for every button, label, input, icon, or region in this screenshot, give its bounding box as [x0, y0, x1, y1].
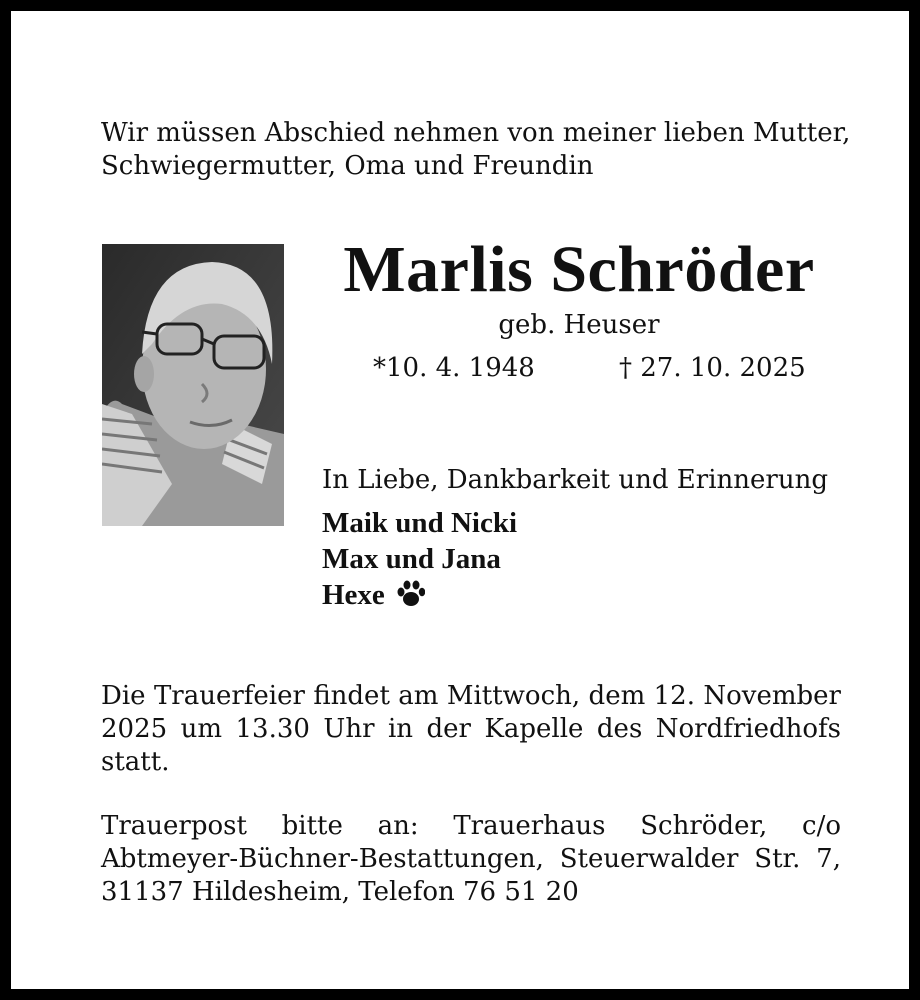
- intro-text: [101, 117, 851, 183]
- mourner-name: Max und Jana: [322, 543, 501, 575]
- mourners-intro: In Liebe, Dankbarkeit und Erinnerung: [322, 465, 828, 495]
- portrait-image: [102, 244, 284, 526]
- mourner-name: Hexe: [322, 579, 385, 611]
- funeral-notice: Die Trauerfeier findet am Mittwoch, dem 12. November 2025 um 13.30 Uhr in der Kapelle des Nordfriedhofs statt.: [101, 681, 841, 777]
- maiden-name: geb. Heuser: [498, 310, 660, 340]
- birth-date: *10. 4. 1948: [373, 353, 535, 383]
- paw-icon: [395, 580, 425, 617]
- deceased-name: Marlis Schröder: [343, 233, 815, 306]
- mourner-name: Maik und Nicki: [322, 507, 517, 539]
- mourner-pet: [322, 577, 425, 617]
- intro-line-1: Wir müssen Abschied nehmen von meiner lieben Mutter,: [101, 118, 851, 148]
- portrait-photo: [102, 244, 284, 526]
- intro-line-2: Schwiegermutter, Oma und Freundin: [101, 151, 594, 181]
- mail-notice: Trauerpost bitte an: Trauerhaus Schröder, c/o Abtmeyer-Büchner-Bestattungen, Steuerwalder Str. 7, 31137 Hildesheim, Telefon 76 51 20: [101, 811, 841, 907]
- death-date: † 27. 10. 2025: [619, 353, 806, 383]
